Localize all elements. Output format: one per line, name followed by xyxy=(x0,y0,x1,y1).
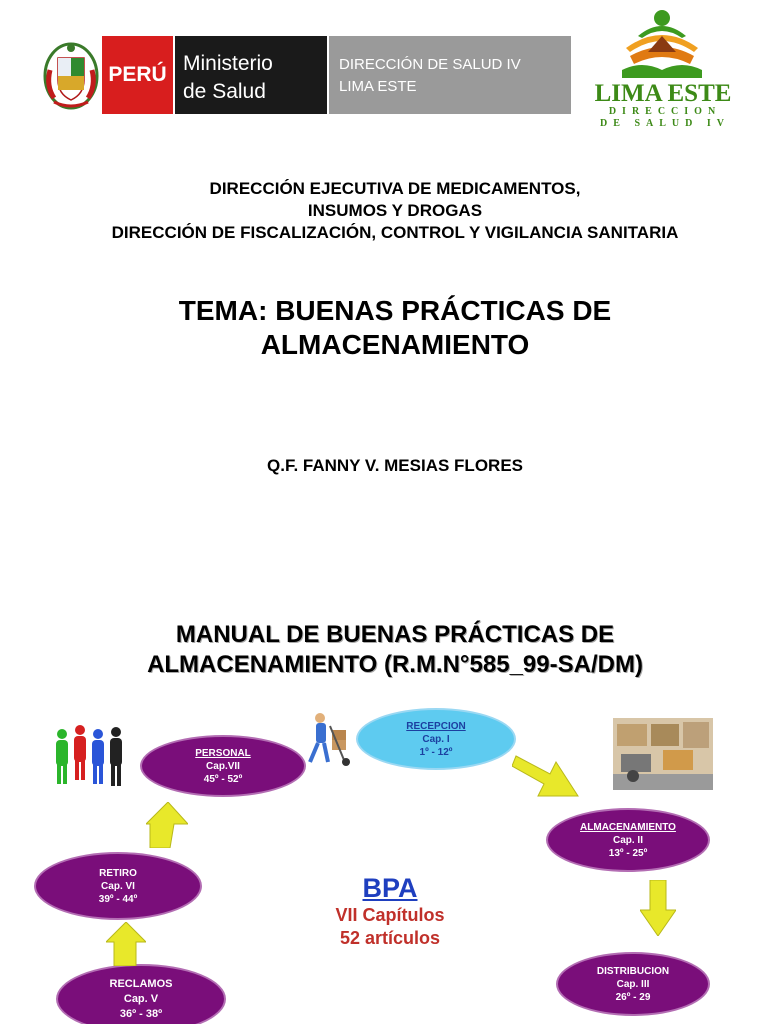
lima-este-logo xyxy=(586,8,740,130)
stage-almacenamiento-art: 13º - 25º xyxy=(608,847,648,859)
stage-recepcion-art: 1º - 12º xyxy=(419,746,453,758)
stage-distribucion-cap: Cap. III xyxy=(616,978,650,990)
stage-distribucion-art: 26º - 29 xyxy=(615,991,651,1003)
bpa-title: BPA xyxy=(362,873,418,903)
manual-title xyxy=(0,620,768,680)
stage-retiro-art: 39º - 44º xyxy=(98,893,138,905)
arrow-down-icon xyxy=(640,880,676,936)
ministerio-line1: Ministerio xyxy=(183,52,273,75)
topic-title xyxy=(0,294,768,362)
stage-personal-name: PERSONAL xyxy=(195,747,251,759)
direccion-block xyxy=(329,36,571,114)
stage-reclamos xyxy=(56,964,226,1024)
bpa-summary xyxy=(290,873,490,950)
manual-line2: ALMACENAMIENTO (R.M.N°585_99-SA/DM) xyxy=(147,651,643,678)
arrow-down-right-icon xyxy=(512,746,582,802)
ministerio-line2: de Salud xyxy=(183,80,266,103)
stage-retiro-name: RETIRO xyxy=(99,867,137,879)
direccion-line1: DIRECCIÓN DE SALUD IV xyxy=(339,56,521,73)
stage-recepcion xyxy=(356,708,516,770)
stage-recepcion-cap: Cap. I xyxy=(422,733,450,745)
stage-personal-cap: Cap.VII xyxy=(206,760,240,772)
peru-coat-of-arms-icon xyxy=(40,36,102,114)
ministerio-block xyxy=(175,36,327,114)
warehouse-picture-icon xyxy=(613,718,713,790)
stage-retiro-cap: Cap. VI xyxy=(101,880,135,892)
stage-recepcion-name: RECEPCION xyxy=(406,720,466,732)
topic-line2: ALMACENAMIENTO xyxy=(260,329,530,360)
organization-heading xyxy=(0,178,768,244)
org-line2: INSUMOS Y DROGAS xyxy=(307,201,483,220)
stage-reclamos-name: RECLAMOS xyxy=(109,977,173,990)
stage-almacenamiento-name: ALMACENAMIENTO xyxy=(580,821,676,833)
stage-almacenamiento-cap: Cap. II xyxy=(612,834,643,846)
stage-personal xyxy=(140,735,306,797)
manual-line1: MANUAL DE BUENAS PRÁCTICAS DE xyxy=(175,621,615,648)
stage-personal-art: 45º - 52º xyxy=(203,773,243,785)
staff-people-icon xyxy=(50,724,130,794)
lima-este-subtitle-1: DIRECCION xyxy=(608,106,722,117)
bpa-cycle-slide xyxy=(0,590,768,1024)
stage-reclamos-cap: Cap. V xyxy=(123,992,159,1005)
bpa-chapters: VII Capítulos xyxy=(335,905,445,925)
stage-almacenamiento xyxy=(546,808,710,872)
peru-label: PERÚ xyxy=(102,36,173,114)
lima-este-subtitle-2: DE SALUD IV xyxy=(600,118,730,129)
stage-retiro xyxy=(34,852,202,920)
stage-distribucion xyxy=(556,952,710,1016)
arrow-up-icon xyxy=(106,922,146,966)
lima-este-emblem-icon xyxy=(586,8,740,84)
org-line1: DIRECCIÓN EJECUTIVA DE MEDICAMENTOS, xyxy=(209,179,581,198)
org-line3: DIRECCIÓN DE FISCALIZACIÓN, CONTROL Y VIGILANCIA SANITARIA xyxy=(111,223,679,242)
author-name: Q.F. FANNY V. MESIAS FLORES xyxy=(267,456,523,475)
direccion-line2: LIMA ESTE xyxy=(339,78,417,95)
lima-este-title: LIMA ESTE xyxy=(594,80,732,107)
stage-distribucion-name: DISTRIBUCION xyxy=(596,965,670,977)
arrow-up-right-icon xyxy=(146,802,188,848)
worker-cart-icon xyxy=(300,710,360,772)
topic-line1: TEMA: BUENAS PRÁCTICAS DE xyxy=(178,295,612,326)
bpa-articles: 52 artículos xyxy=(339,928,441,948)
stage-reclamos-art: 36º - 38º xyxy=(119,1007,163,1020)
